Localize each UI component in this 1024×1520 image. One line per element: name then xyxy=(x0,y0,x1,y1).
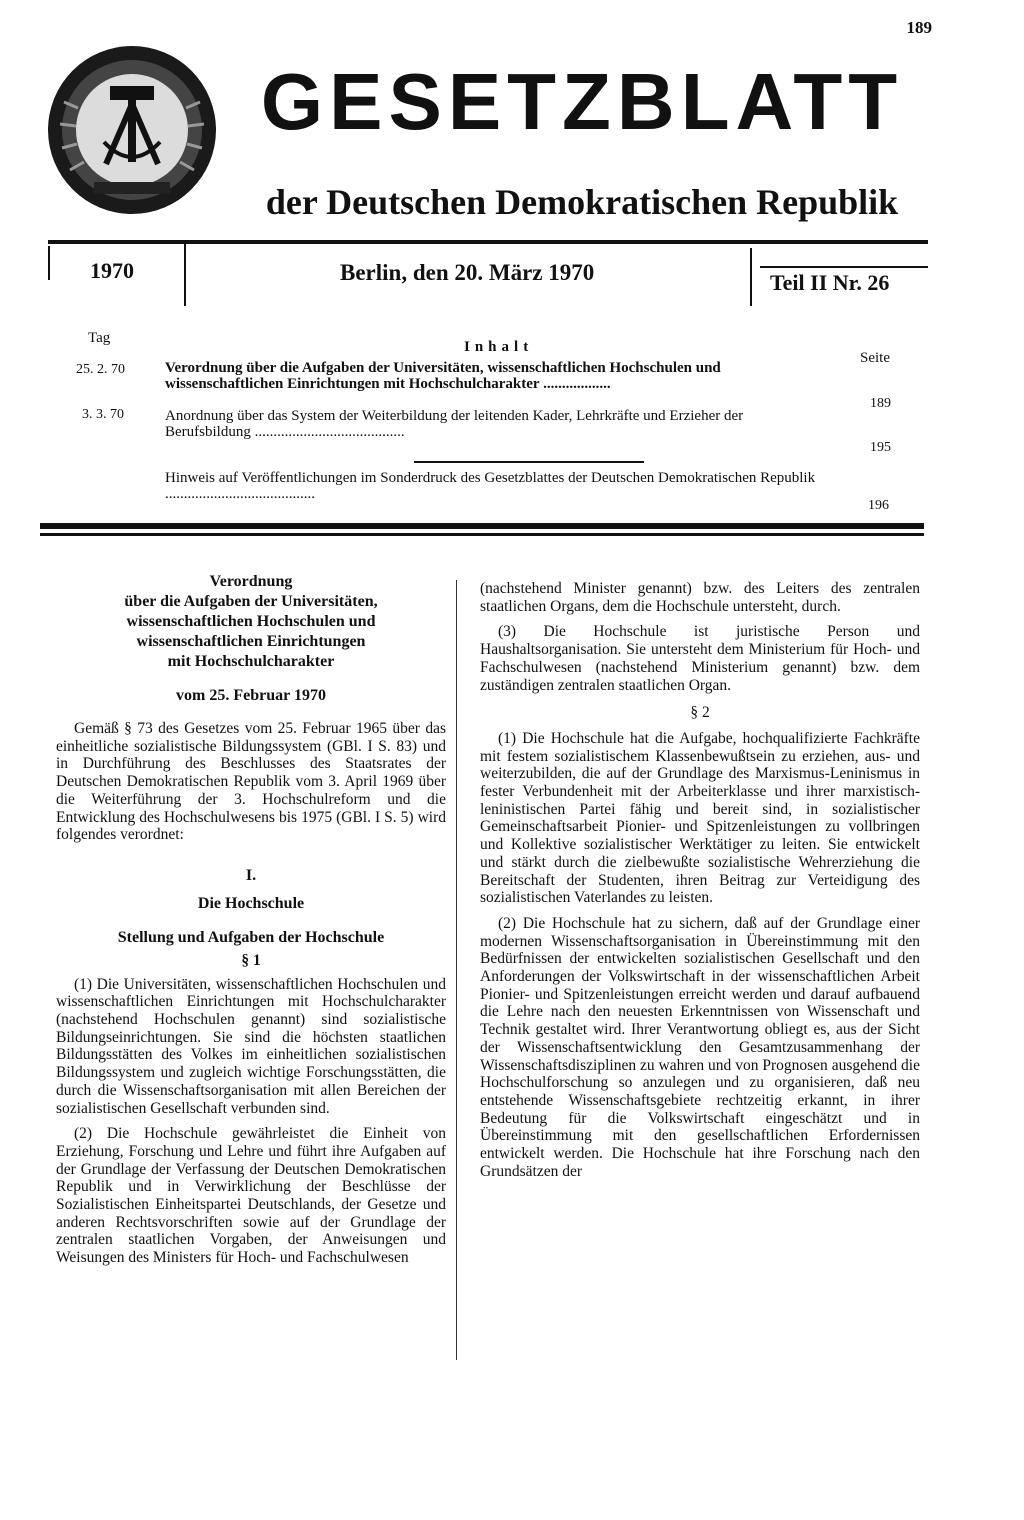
right-column xyxy=(480,580,920,1189)
column-divider xyxy=(456,580,457,1360)
paragraph: (2) Die Hochschule hat zu sichern, daß auf der Grundlage einer modernen Wissenschaftsorganisation in Übereinstimmung mit den Bedürfnissen der entwickelten sozialistischen Gesellschaft und den Anforderungen der Volkswirtschaft in der wissenschaftlichen Arbeit Pionier- und Spitzenleistungen erreicht werden und darauf aufbauend die Lehre nach den neuesten Erkenntnissen von Wissenschaft und Technik gestaltet wird. Ihrer Verantwortung obliegt es, aus der Sicht der Wissenschaftsentwicklung den Gesamtzusammenhang der Wissenschaftsdisziplinen zu wahren und von Prognosen ausgehend die Hochschulforschung so anzulegen und zu organisieren, daß neu entstehende Wissenschaftsgebiete rechtzeitig erkannt, in ihrer Bedeutung für die Volkswirtschaft eingeschätzt und in Übereinstimmung mit den gesellschaftlichen Erfordernissen entwickelt werden. Die Hochschule hat ihre Forschung nach den Grundsätzen der xyxy=(480,914,920,1180)
toc-title: Inhalt xyxy=(464,339,534,355)
masthead-title: GESETZBLATT xyxy=(260,57,904,146)
toc-entry-date: 25. 2. 70 xyxy=(76,362,125,377)
paragraph: (3) Die Hochschule ist juristische Person und Haushaltsorganisation. Sie untersteht dem Ministerium für Hoch- und Fachschulwesen (nachstehend Ministerium genannt) bzw. dem zuständigen zentralen staatlichen Organ. xyxy=(480,623,920,694)
left-column xyxy=(56,572,446,1275)
toc-seite-label: Seite xyxy=(860,350,890,366)
paragraph: (nachstehend Minister genannt) bzw. des Leiters des zentralen staatlichen Organs, dem die Hochschule untersteht, durch. xyxy=(480,580,920,615)
toc-entry-page: 189 xyxy=(870,396,891,411)
preamble: Gemäß § 73 des Gesetzes vom 25. Februar 1965 über das einheitliche sozialistische Bildungssystem (GBl. I S. 83) und in Durchführung des Beschlusses des Staatsrates der Deutschen Demokratischen Republik vom 3. April 1969 über die Weiterführung der 3. Hochschulreform und die Entwicklung des Hochschulwesens bis 1975 (GBl. I S. 5) wird folgendes verordnet: xyxy=(56,720,446,844)
decree-title: Verordnung über die Aufgaben der Universitäten, wissenschaftlichen Hochschulen und wissenschaftlichen Einrichtungen mit Hochschulcharakter xyxy=(124,573,378,670)
contents-bottom-rule xyxy=(40,523,924,529)
header-divider xyxy=(184,244,186,306)
toc-entry-page: 196 xyxy=(868,498,889,513)
chapter-number: I. xyxy=(245,866,257,884)
contents-bottom-rule xyxy=(40,533,924,536)
masthead-subtitle: der Deutschen Demokratischen Republik xyxy=(265,182,899,222)
toc-separator xyxy=(414,461,644,463)
toc-entry-text: Hinweis auf Veröffentlichungen im Sonderdruck des Gesetzblattes der Deutschen Demokratischen Republik ........................................ xyxy=(165,470,816,502)
toc-tag-label: Tag xyxy=(88,330,111,346)
paragraph-sign: § 2 xyxy=(690,704,710,722)
decree-date: vom 25. Februar 1970 xyxy=(176,687,326,704)
header-divider xyxy=(48,246,50,280)
toc-entry-text: Verordnung über die Aufgaben der Universitäten, wissenschaftlichen Hochschulen und wissenschaftlichen Einrichtungen mit Hochschulcharakter .................. xyxy=(165,360,721,392)
issue-place-date: Berlin, den 20. März 1970 xyxy=(340,260,595,285)
paragraph: (1) Die Universitäten, wissenschaftlichen Hochschulen und wissenschaftlichen Einrichtungen mit Hochschulcharakter (nachstehend Hochschulen genannt) sind sozialistische Bildungseinrichtungen. Sie sind die höchsten staatlichen Bildungsstätten des Volkes im einheitlichen sozialistischen Bildungssystem und zugleich wichtige Forschungsstätten, die durch die Wissenschaftsorganisation mit allen Bereichen der sozialistischen Gesellschaft verbunden sind. xyxy=(56,975,446,1117)
issue-year: 1970 xyxy=(90,258,134,283)
header-divider xyxy=(750,248,752,306)
state-emblem-icon xyxy=(44,42,220,218)
header-rule xyxy=(760,266,928,268)
toc-entry-date: 3. 3. 70 xyxy=(82,407,124,422)
paragraph: (1) Die Hochschule hat die Aufgabe, hochqualifizierte Fachkräfte mit festem sozialistischem Klassenbewußtsein zu erziehen, aus- und weiterzubilden, die auf der Grundlage des Marxismus-Leninismus in fester Verbundenheit mit der Arbeiterklasse und ihrer marxistisch-leninistischen Partei fähig und bereit sind, in sozialistischer Gemeinschaftsarbeit Pionier- und Spitzenleistungen zu vollbringen und Kollektive sozialistischer Werktätiger zu leiten. Sie entwickelt und stärkt durch die zielbewußte sozialistische Wehrerziehung die Bereitschaft der Studenten, ihren Beitrag zur Verteidigung des sozialistischen Vaterlandes zu leisten. xyxy=(480,729,920,907)
paragraph: (2) Die Hochschule gewährleistet die Einheit von Erziehung, Forschung und Lehre und führt ihre Aufgaben auf der Grundlage der Verfassung der Deutschen Demokratischen Republik und in Verwirklichung der Beschlüsse der Sozialistischen Einheitspartei Deutschlands, der Gesetze und anderen Rechtsvorschriften sowie auf der Grundlage der zentralen staatlichen Vorgaben, der Anweisungen und Weisungen des Ministers für Hoch- und Fachschulwesen xyxy=(56,1125,446,1267)
header-rule xyxy=(48,240,928,244)
issue-part: Teil II Nr. 26 xyxy=(770,270,890,295)
chapter-title: Die Hochschule xyxy=(197,894,305,912)
page-number: 189 xyxy=(906,18,932,37)
toc-entry-page: 195 xyxy=(870,440,891,455)
toc-entry-text: Anordnung über das System der Weiterbildung der leitenden Kader, Lehrkräfte und Erzieher der Berufsbildung ........................................ xyxy=(165,408,744,440)
section-title: Stellung und Aufgaben der Hochschule xyxy=(117,928,385,946)
paragraph-sign: § 1 xyxy=(241,951,261,969)
